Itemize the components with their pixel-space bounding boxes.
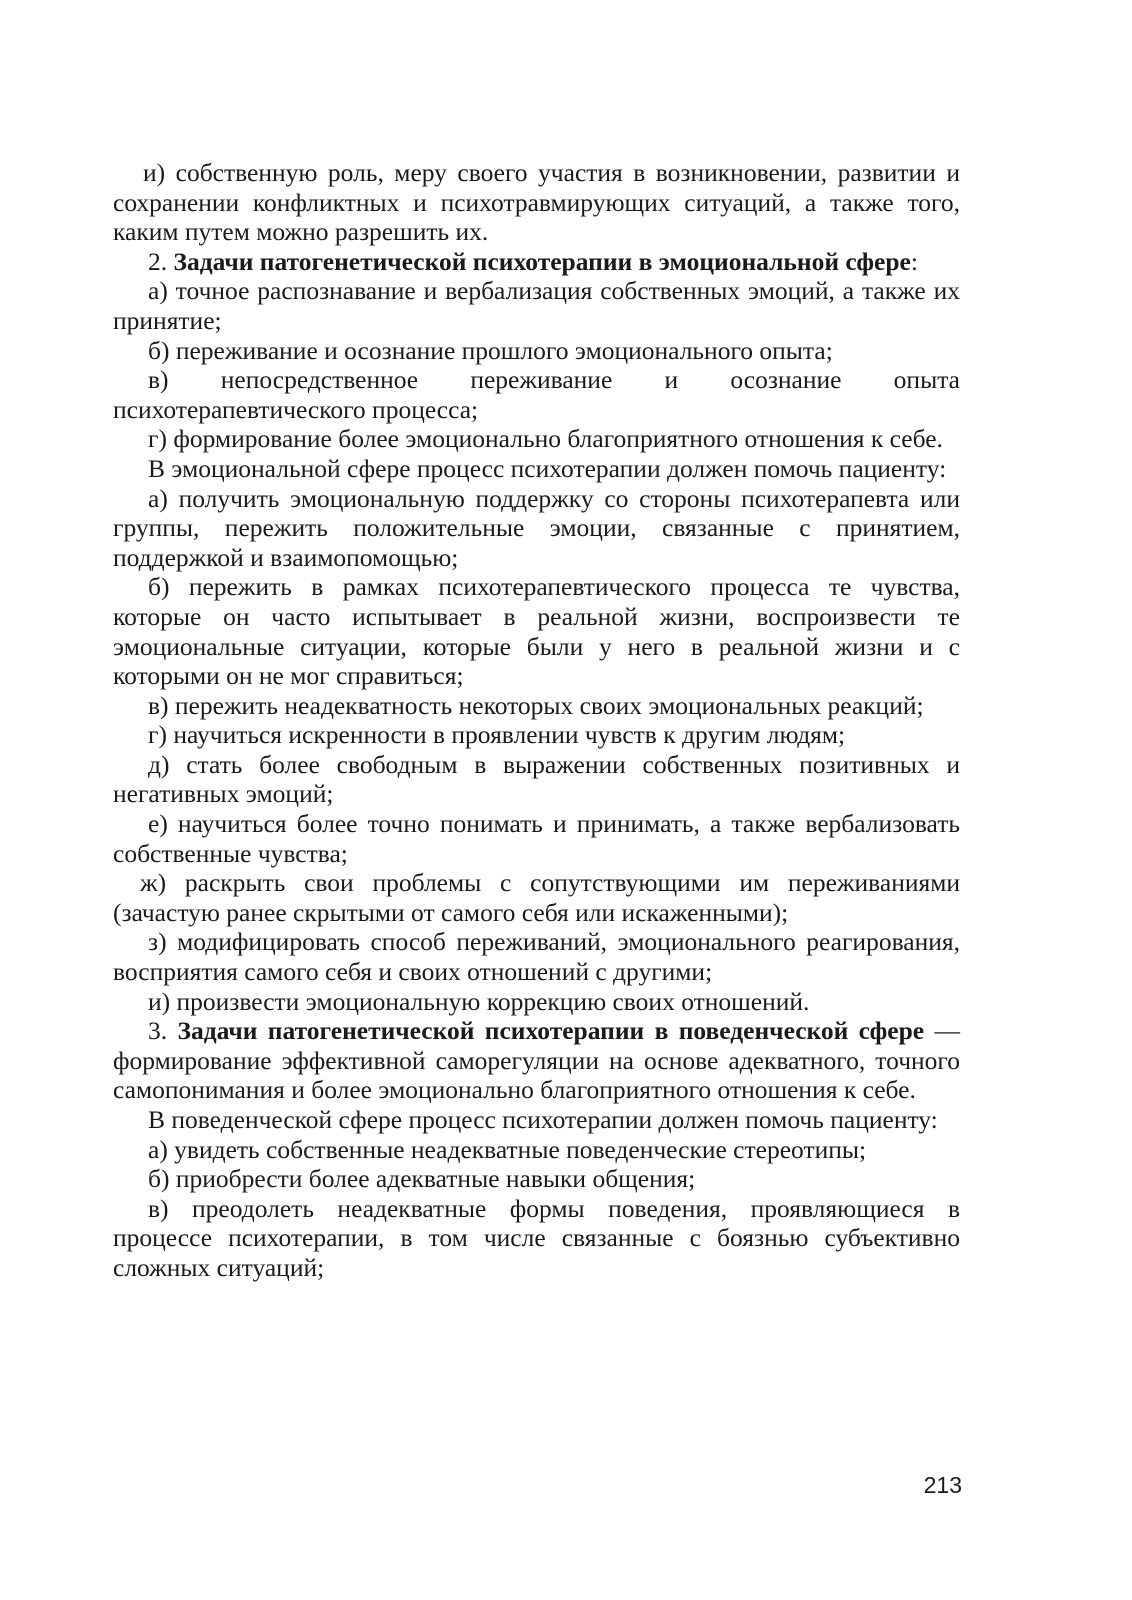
page-number: 213 (923, 1472, 962, 1498)
list-item-i: и) произвести эмоциональную коррекцию своих отношений. (148, 986, 810, 1016)
list-item-e: е) научиться более точно понимать и принимать, а также вербализовать собственные чувства; (113, 809, 960, 868)
heading-behavioral-tasks (113, 1016, 960, 1105)
list-item-g: г) формирование более эмоционально благоприятного отношения к себе. (148, 424, 943, 454)
heading-suffix: — формирование эффективной саморегуляции на основе адекватного, точного самопонимания и более эмоционально благоприятного отношения к себе. (113, 1016, 961, 1105)
list-item-b: б) пережить в рамках психотерапевтического процесса те чувства, которые он часто испытывает в реальной жизни, воспроизвести те эмоциональные ситуации, которые были у него в реальной жизни и с которыми он не мог справиться; (113, 572, 960, 691)
list-item-v: в) непосредственное переживание и осознание опыта психотерапевтического процесса; (113, 365, 960, 424)
heading-suffix: : (910, 246, 918, 276)
heading-emotional-title: Задачи патогенетической психотерапии в эмоциональной сфере (173, 246, 911, 276)
list-item-v: в) преодолеть неадекватные формы поведения, проявляющиеся в процессе психотерапии, в том числе связанные с боязнью субъективно сложных ситуаций; (113, 1193, 960, 1282)
heading-number: 3. (148, 1016, 178, 1046)
list-item-b: б) переживание и осознание прошлого эмоционального опыта; (148, 335, 833, 365)
paragraph-emotional-intro: В эмоциональной сфере процесс психотерапии должен помочь пациенту: (148, 453, 947, 483)
paragraph-behavioral-intro: В поведенческой сфере процесс психотерапии должен помочь пациенту: (148, 1105, 938, 1134)
list-item-a: а) точное распознавание и вербализация собственных эмоций, а также их принятие; (113, 276, 960, 335)
list-item-a: а) увидеть собственные неадекватные поведенческие стереотипы; (148, 1134, 867, 1164)
body-text (113, 158, 960, 1283)
list-item-d: д) стать более свободным в выражении собственных позитивных и негативных эмоций; (113, 749, 960, 809)
list-item-a: а) получить эмоциональную поддержку со стороны психотерапевта или группы, пережить положительные эмоции, связанные с принятием, поддержкой и взаимопомощью; (113, 483, 960, 572)
list-item-v: в) пережить неадекватность некоторых своих эмоциональных реакций; (148, 690, 924, 720)
list-item-zh: ж) раскрыть свои проблемы с сопутствующими им переживаниями (зачастую ранее скрытыми от самого себя или искаженными); (113, 868, 960, 927)
list-item-z: з) модифицировать способ переживаний, эмоционального реагирования, восприятия самого себя и своих отношений с другими; (113, 927, 960, 987)
heading-number: 2. (148, 246, 174, 276)
heading-emotional-tasks (113, 247, 960, 277)
list-item-b: б) приобрести более адекватные навыки общения; (148, 1164, 696, 1194)
list-item-g: г) научиться искренности в проявлении чувств к другим людям; (148, 720, 846, 750)
paragraph-i-own-role: и) собственную роль, меру своего участия в возникновении, развитии и сохранении конфликтных и психотравмирующих ситуаций, а также того, каким путем можно разрешить их. (113, 158, 960, 247)
heading-behavioral-title: Задачи патогенетической психотерапии в поведенческой сфере (177, 1016, 925, 1046)
